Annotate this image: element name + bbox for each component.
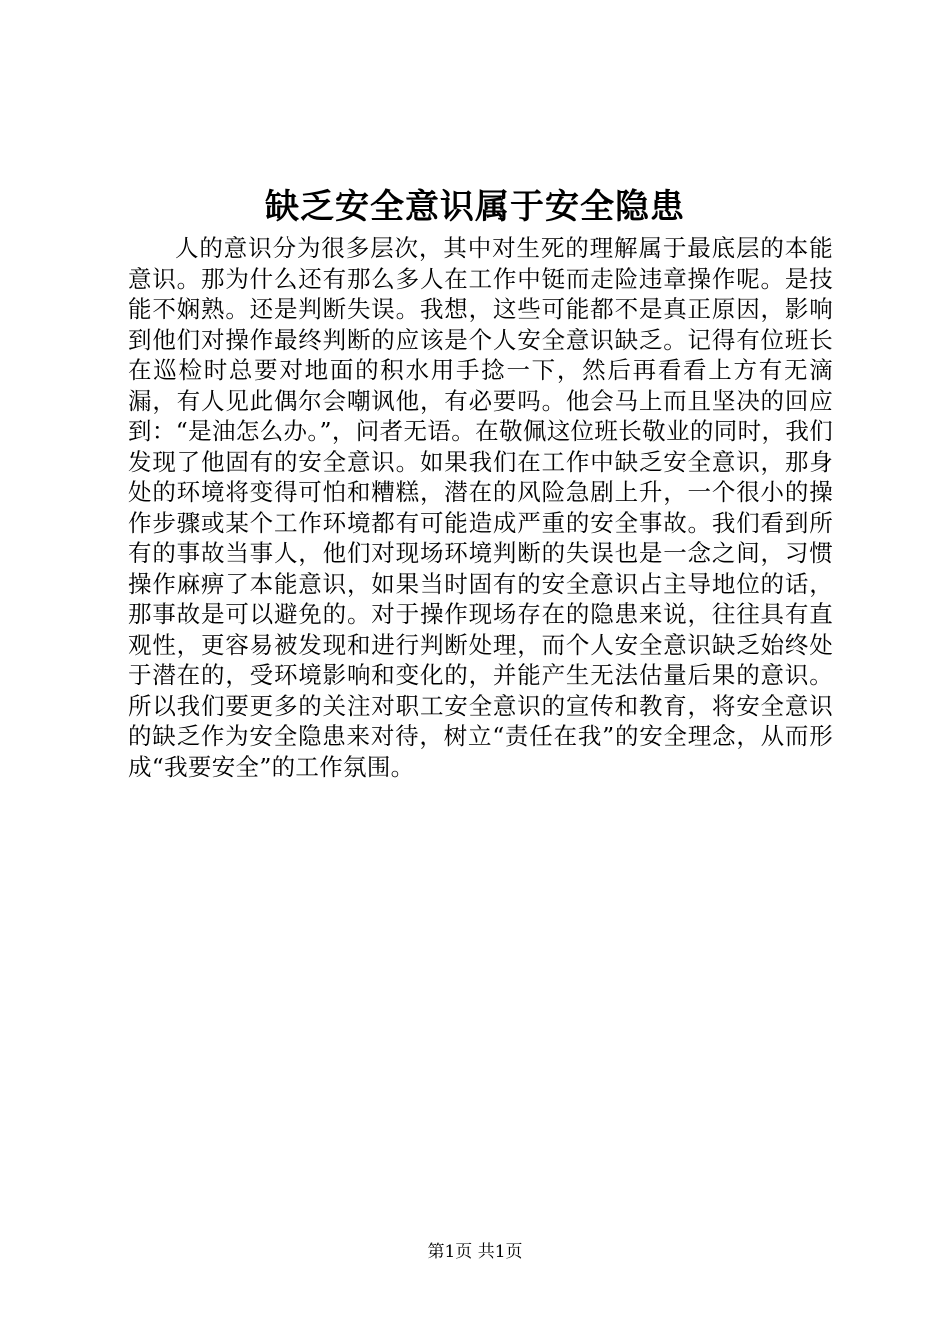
document-body-paragraph: 人的意识分为很多层次，其中对生死的理解属于最底层的本能意识。那为什么还有那么多人在工作中铤而走险违章操作呢。是技能不娴熟。还是判断失误。我想，这些可能都不是真正原因，影响到他们对操作最终判断的应该是个人安全意识缺乏。记得有位班长在巡检时总要对地面的积水用手捻一下，然后再看看上方有无滴漏，有人见此偶尔会嘲讽他，有必要吗。他会马上而且坚决的回应到：“是油怎么办。”，问者无语。在敬佩这位班长敬业的同时，我们发现了他固有的安全意识。如果我们在工作中缺乏安全意识，那身处的环境将变得可怕和糟糕，潜在的风险急剧上升，一个很小的操作步骤或某个工作环境都有可能造成严重的安全事故。我们看到所有的事故当事人，他们对现场环境判断的失误也是一念之间，习惯操作麻痹了本能意识，如果当时固有的安全意识占主导地位的话，那事故是可以避免的。对于操作现场存在的隐患来说，往往具有直观性，更容易被发现和进行判断处理，而个人安全意识缺乏始终处于潜在的，受环境影响和变化的，并能产生无法估量后果的意识。所以我们要更多的关注对职工安全意识的宣传和教育，将安全意识的缺乏作为安全隐患来对待，树立“责任在我”的安全理念，从而形成“我要安全”的工作氛围。 (128, 234, 833, 781)
page-footer: 第1页 共1页 (427, 1242, 523, 1262)
document-title: 缺乏安全意识属于安全隐患 (265, 187, 685, 227)
